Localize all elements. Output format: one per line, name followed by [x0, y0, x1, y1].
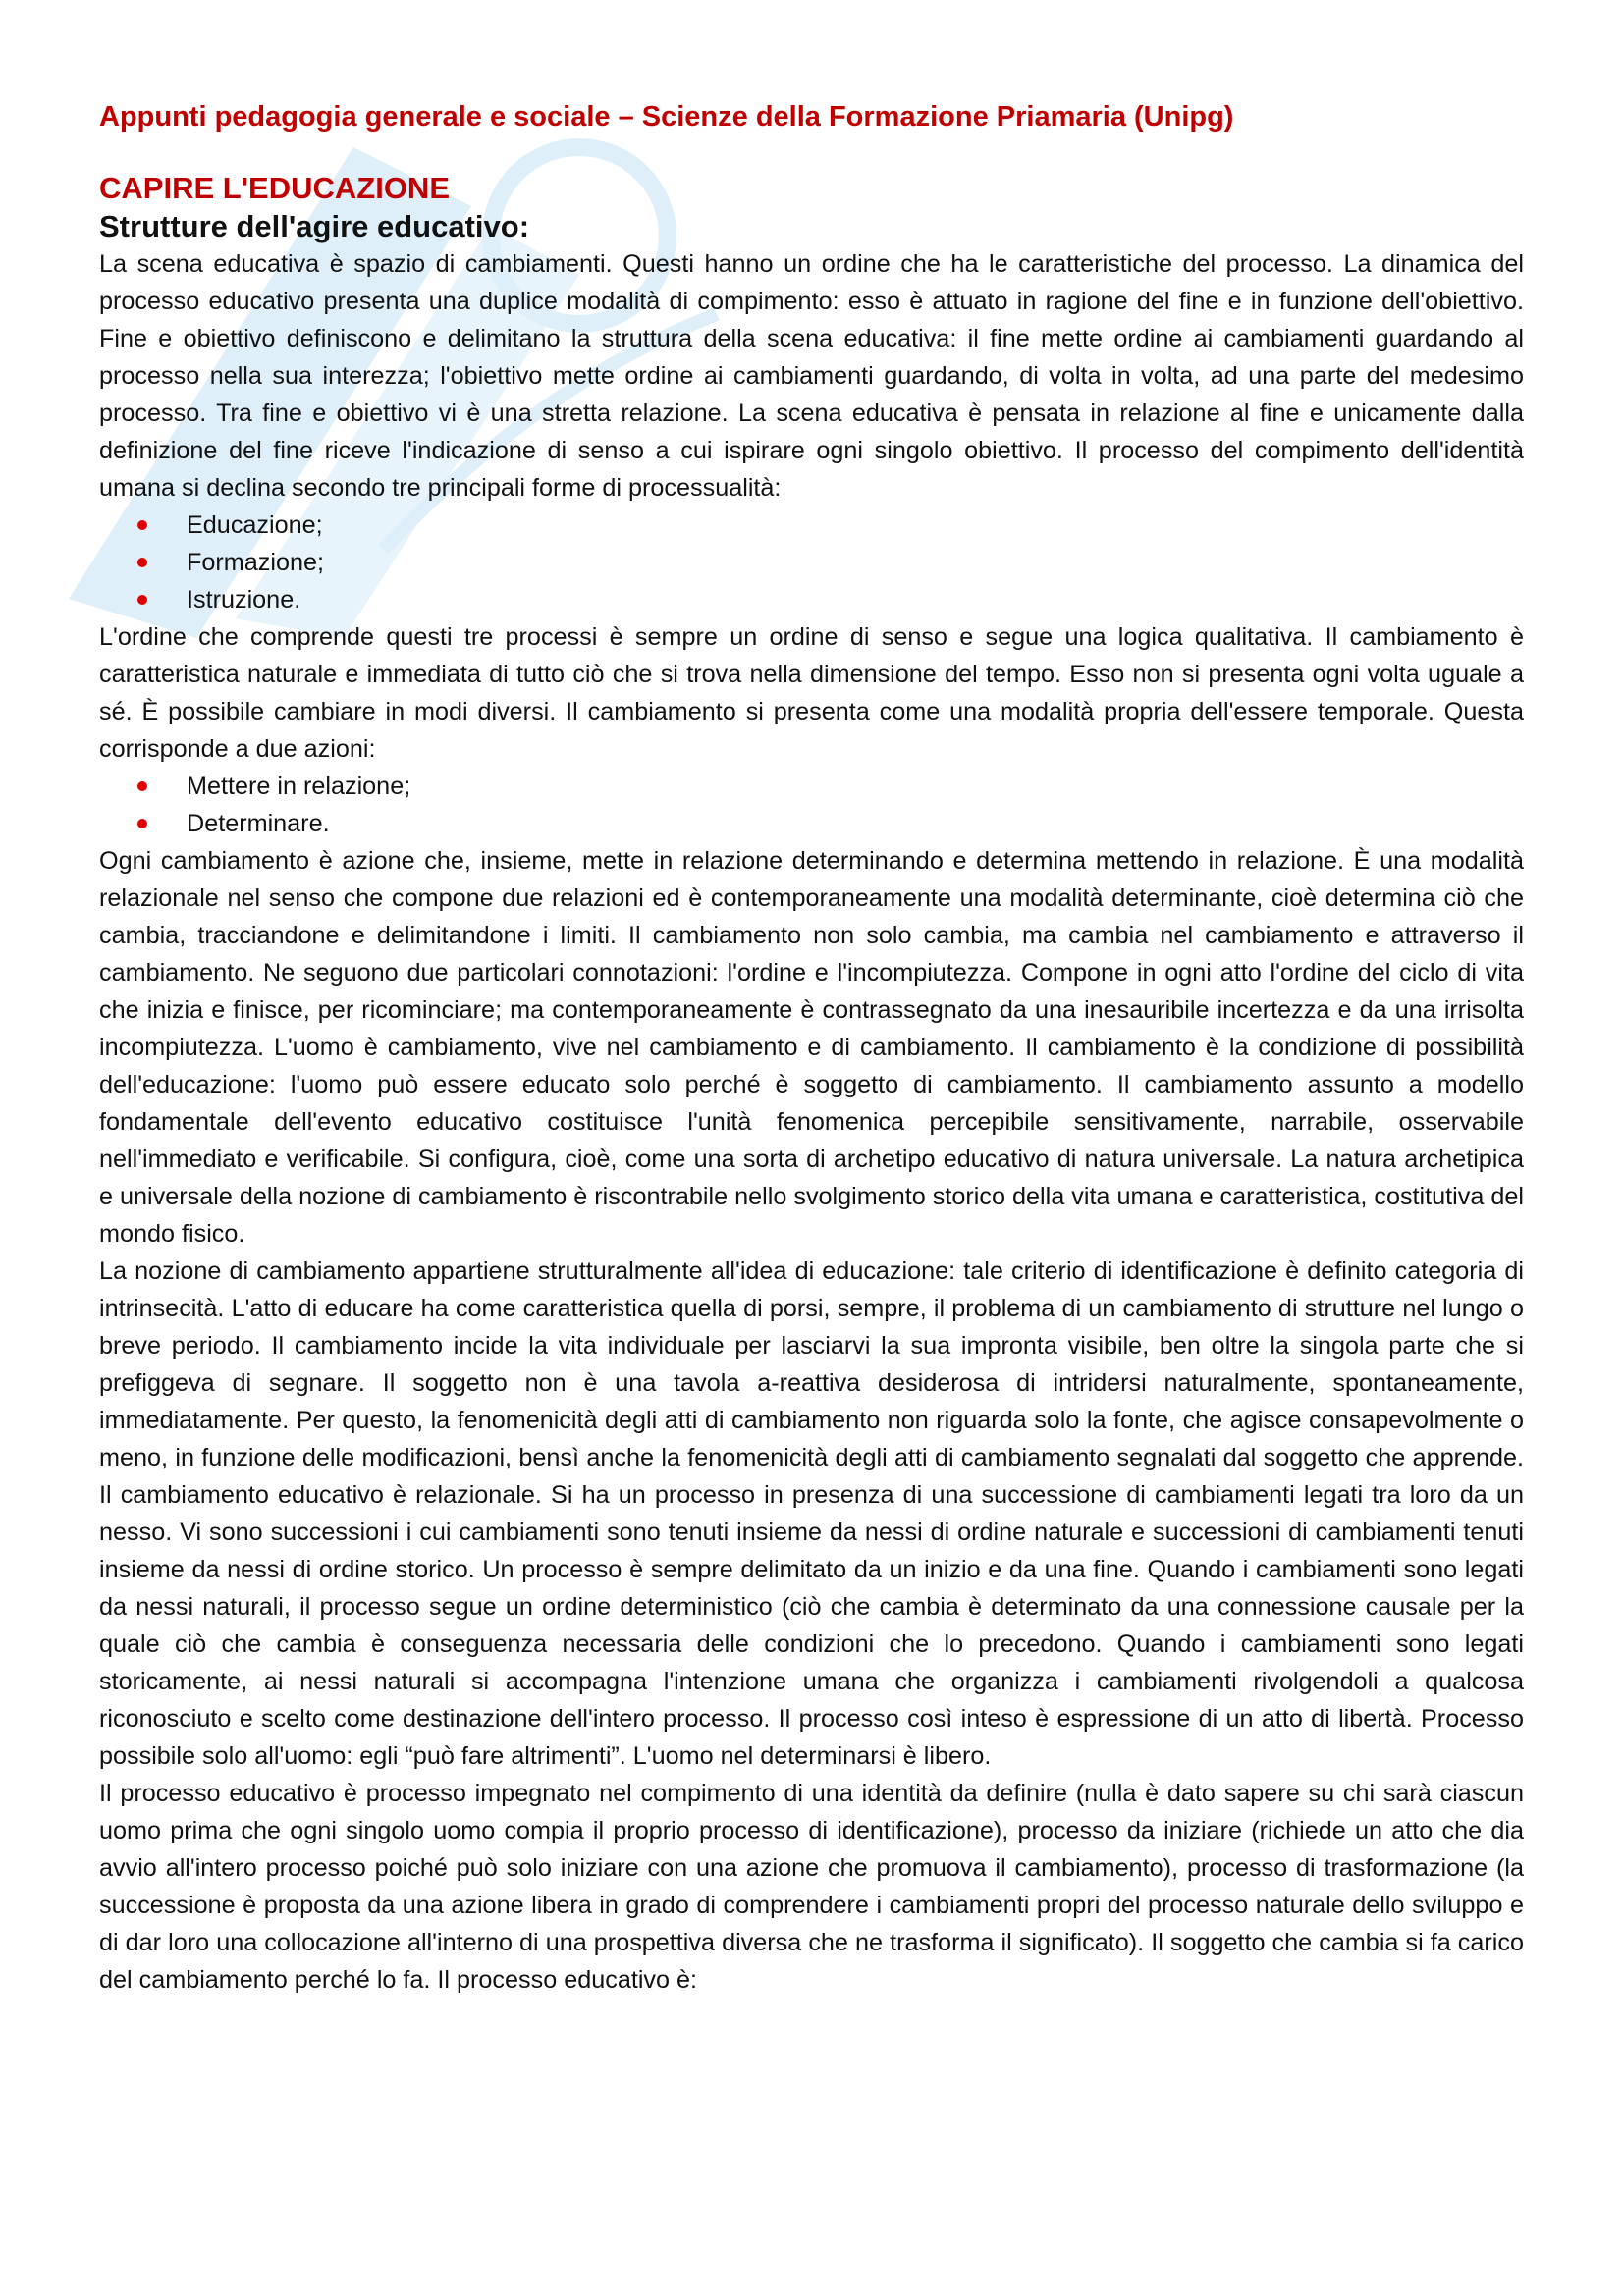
list-item: Istruzione. [187, 581, 1524, 618]
paragraph-1: La scena educativa è spazio di cambiamenti. Questi hanno un ordine che ha le caratteristiche del processo. La dinamica del processo educativo presenta una duplice modalità di compimento: esso è attuato in ragione del fine e in funzione dell'obiettivo. Fine e obiettivo definiscono e delimitano la struttura della scena educativa: il fine mette ordine ai cambiamenti guardando al processo nella sua interezza; l'obiettivo mette ordine ai cambiamenti guardando, di volta in volta, ad una parte del medesimo processo. Tra fine e obiettivo vi è una stretta relazione. La scena educativa è pensata in relazione al fine e unicamente dalla definizione del fine riceve l'indicazione di senso a cui ispirare ogni singolo obiettivo. Il processo del compimento dell'identità umana si declina secondo tre principali forme di processualità: [99, 250, 1524, 502]
bullet-list-2 [99, 768, 1524, 842]
bullet-list-1 [99, 507, 1524, 618]
list-item: Mettere in relazione; [187, 768, 1524, 805]
document-title: Appunti pedagogia generale e sociale – Scienze della Formazione Priamaria (Unipg) [99, 101, 1234, 133]
paragraph-4: La nozione di cambiamento appartiene strutturalmente all'idea di educazione: tale criterio di identificazione è definito categoria di intrinsecità. L'atto di educare ha come caratteristica quella di porsi, sempre, il problema di un cambiamento di strutture nel lungo o breve periodo. Il cambiamento incide la vita individuale per lasciarvi la sua impronta visibile, ben oltre la singola parte che si prefiggeva di segnare. Il soggetto non è una tavola a-reattiva desiderosa di intridersi naturalmente, spontaneamente, immediatamente. Per questo, la fenomenicità degli atti di cambiamento non riguarda solo la fonte, che agisce consapevolmente o meno, in funzione delle modificazioni, bensì anche la fenomenicità degli atti di cambiamento segnalati dal soggetto che apprende. Il cambiamento educativo è relazionale. Si ha un processo in presenza di una successione di cambiamenti legati tra loro da un nesso. Vi sono successioni i cui cambiamenti sono tenuti insieme da nessi di ordine naturale e successioni di cambiamenti tenuti insieme da nessi di ordine storico. Un processo è sempre delimitato da un inizio e da una fine. Quando i cambiamenti sono legati da nessi naturali, il processo segue un ordine deterministico (ciò che cambia è determinato da una connessione causale per la quale ciò che cambia è conseguenza necessaria delle condizioni che lo precedono. Quando i cambiamenti sono legati storicamente, ai nessi naturali si accompagna l'intenzione umana che organizza i cambiamenti rivolgendoli a qualcosa riconosciuto e scelto come destinazione dell'intero processo. Il processo così inteso è espressione di un atto di libertà. Processo possibile solo all'uomo: egli “può fare altrimenti”. L'uomo nel determinarsi è libero. [99, 1257, 1524, 1770]
paragraph-5: Il processo educativo è processo impegnato nel compimento di una identità da definire (nulla è dato sapere su chi sarà ciascun uomo prima che ogni singolo uomo compia il proprio processo di identificazione), processo da iniziare (richiede un atto che dia avvio all'intero processo poiché può solo iniziare con una azione che promuova il cambiamento), processo di trasformazione (la successione è proposta da una azione libera in grado di comprendere i cambiamenti propri del processo naturale dello sviluppo e di dar loro una collocazione all'interno di una prospettiva diversa che ne trasforma il significato). Il soggetto che cambia si fa carico del cambiamento perché lo fa. Il processo educativo è: [99, 1780, 1524, 1994]
list-item: Determinare. [187, 805, 1524, 842]
subsection-title: Strutture dell'agire educativo: [99, 209, 530, 243]
list-item: Educazione; [187, 507, 1524, 544]
list-item: Formazione; [187, 544, 1524, 581]
document-page [99, 98, 1524, 1999]
paragraph-2: L'ordine che comprende questi tre processi è sempre un ordine di senso e segue una logica qualitativa. Il cambiamento è caratteristica naturale e immediata di tutto ciò che si trova nella dimensione del tempo. Esso non si presenta ogni volta uguale a sé. È possibile cambiare in modi diversi. Il cambiamento si presenta come una modalità propria dell'essere temporale. Questa corrisponde a due azioni: [99, 623, 1524, 763]
section-title: CAPIRE L'EDUCAZIONE [99, 171, 450, 205]
paragraph-3: Ogni cambiamento è azione che, insieme, mette in relazione determinando e determina mettendo in relazione. È una modalità relazionale nel senso che compone due relazioni ed è contemporaneamente una modalità determinante, cioè determina ciò che cambia, tracciandone e delimitandone i limiti. Il cambiamento non solo cambia, ma cambia nel cambiamento e attraverso il cambiamento. Ne seguono due particolari connotazioni: l'ordine e l'incompiutezza. Compone in ogni atto l'ordine del ciclo di vita che inizia e finisce, per ricominciare; ma contemporaneamente è contrassegnato da una inesauribile incertezza e da una irrisolta incompiutezza. L'uomo è cambiamento, vive nel cambiamento e di cambiamento. Il cambiamento è la condizione di possibilità dell'educazione: l'uomo può essere educato solo perché è soggetto di cambiamento. Il cambiamento assunto a modello fondamentale dell'evento educativo costituisce l'unità fenomenica percepibile sensitivamente, narrabile, osservabile nell'immediato e verificabile. Si configura, cioè, come una sorta di archetipo educativo di natura universale. La natura archetipica e universale della nozione di cambiamento è riscontrabile nello svolgimento storico della vita umana e caratteristica, costitutiva del mondo fisico. [99, 847, 1524, 1248]
